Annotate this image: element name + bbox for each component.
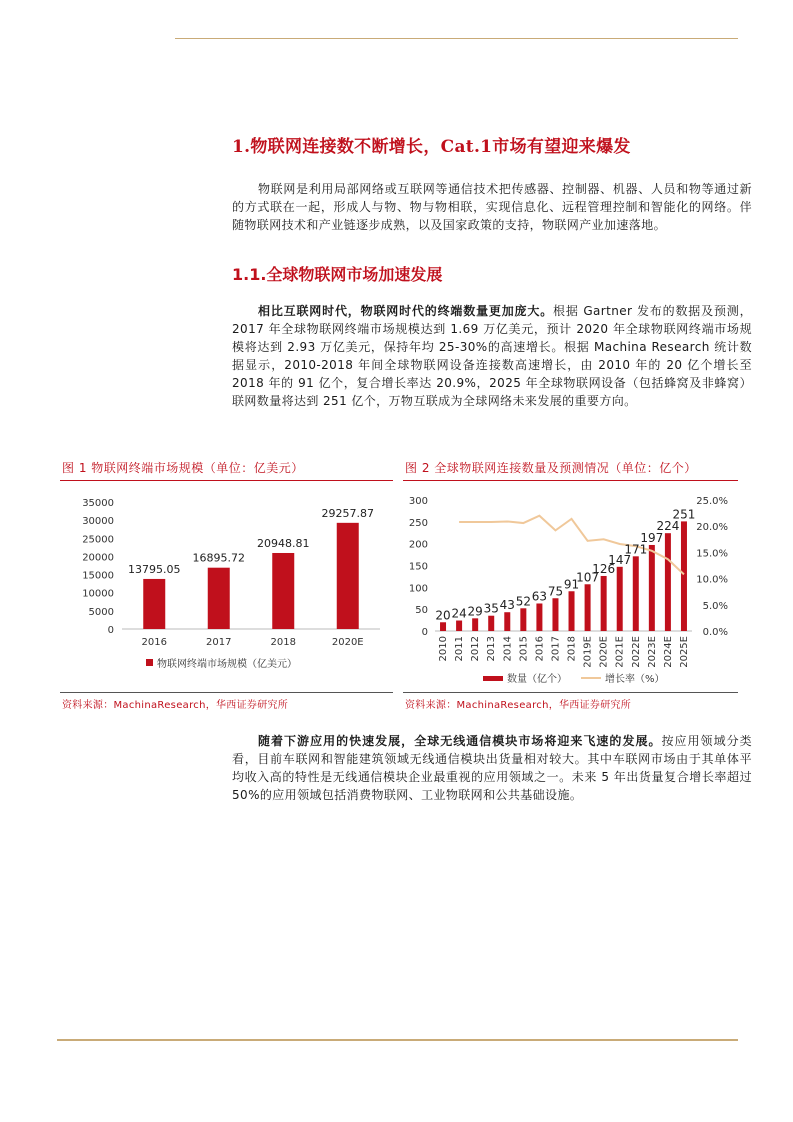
legend-label-line: 增长率（%） (605, 674, 665, 685)
x-tick-label: 2015 (518, 636, 530, 662)
x-tick-label: 2017 (550, 636, 562, 662)
data-label: 43 (499, 598, 515, 613)
y-tick-label: 10000 (82, 588, 114, 600)
figure2-source: 资料来源：MachinaResearch，华西证券研究所 (405, 700, 632, 711)
y-left-tick-label: 250 (408, 517, 428, 529)
y-right-tick-label: 25.0% (696, 496, 728, 507)
bar (649, 545, 655, 631)
bar (440, 622, 446, 631)
x-tick-label: 2016 (141, 637, 167, 648)
module-paragraph (232, 732, 752, 804)
legend-label: 物联网终端市场规模（亿美元） (157, 659, 297, 670)
x-tick-label: 2011 (454, 636, 466, 662)
data-label: 29257.87 (321, 506, 374, 520)
bar (601, 576, 607, 631)
bar (520, 608, 526, 631)
data-label: 107 (576, 570, 600, 585)
figure2-title: 图 2 全球物联网连接数量及预测情况（单位：亿个） (405, 461, 697, 475)
x-tick-label: 2019E (582, 636, 594, 668)
bar (552, 598, 558, 631)
bar (633, 556, 639, 631)
x-tick-label: 2017 (206, 637, 232, 648)
y-tick-label: 20000 (82, 552, 114, 564)
x-tick-label: 2012 (470, 636, 482, 662)
data-label: 35 (483, 601, 499, 616)
data-label: 224 (656, 519, 680, 534)
legend-swatch-bars (483, 676, 503, 681)
y-left-tick-label: 50 (415, 605, 428, 617)
module-lead: 随着下游应用的快速发展，全球无线通信模块市场将迎来飞速的发展。 (258, 734, 662, 748)
figure1-title-rule (60, 480, 393, 481)
y-left-tick-label: 0 (421, 627, 428, 638)
data-label: 20948.81 (257, 536, 310, 550)
data-label: 63 (531, 589, 548, 604)
y-right-tick-label: 5.0% (702, 600, 728, 612)
x-tick-label: 2022E (630, 636, 642, 668)
x-tick-label: 2010 (438, 636, 450, 662)
header-rule (175, 38, 738, 39)
data-label: 126 (592, 561, 616, 576)
figure2-title-rule (403, 480, 738, 481)
y-right-tick-label: 0.0% (702, 627, 728, 638)
x-tick-label: 2018 (270, 637, 296, 648)
x-tick-label: 2024E (662, 636, 674, 668)
x-tick-label: 2025E (678, 636, 690, 668)
x-tick-label: 2013 (486, 636, 498, 662)
y-left-tick-label: 150 (408, 561, 428, 573)
x-tick-label: 2023E (646, 636, 658, 668)
bar (472, 618, 478, 631)
market-lead: 相比互联网时代，物联网时代的终端数量更加庞大。 (258, 304, 554, 318)
figure1-title: 图 1 物联网终端市场规模（单位：亿美元） (62, 461, 304, 475)
data-label: 24 (451, 606, 467, 621)
data-label: 52 (515, 594, 531, 609)
intro-paragraph: 物联网是利用局部网络或互联网等通信技术把传感器、控制器、机器、人员和物等通过新的方式联在一起，形成人与物、物与物相联，实现信息化、远程管理控制和智能化的网络。伴随物联网技术和产业链逐步成熟，以及国家政策的支持，物联网产业加速落地。 (232, 182, 752, 232)
y-tick-label: 5000 (88, 606, 114, 618)
data-label: 251 (672, 507, 696, 522)
data-label: 20 (435, 608, 451, 623)
bar (681, 521, 687, 631)
terminal-market-chart (60, 484, 393, 690)
y-tick-label: 15000 (82, 570, 114, 582)
bar (337, 523, 359, 629)
figure1-source: 资料来源：MachinaResearch，华西证券研究所 (62, 700, 289, 711)
y-left-tick-label: 100 (408, 583, 428, 595)
x-tick-label: 2018 (566, 636, 578, 662)
connections-chart (403, 484, 738, 690)
y-right-tick-label: 15.0% (696, 548, 728, 560)
y-left-tick-label: 300 (408, 496, 428, 507)
data-label: 75 (547, 584, 564, 599)
y-tick-label: 25000 (82, 534, 114, 546)
legend-label-bars: 数量（亿个） (507, 674, 567, 685)
x-tick-label: 2020E (598, 636, 610, 668)
footer-rule (57, 1039, 738, 1041)
data-label: 13795.05 (128, 562, 181, 576)
y-tick-label: 30000 (82, 516, 114, 528)
data-label: 16895.72 (192, 551, 245, 565)
bar (585, 584, 591, 631)
y-right-tick-label: 20.0% (696, 522, 728, 534)
data-label: 171 (624, 542, 648, 557)
figure2-source-rule (403, 692, 738, 693)
x-tick-label: 2021E (614, 636, 626, 668)
data-label: 29 (467, 604, 483, 619)
bar (569, 591, 575, 631)
market-paragraph (232, 302, 752, 410)
bar (143, 579, 165, 629)
data-label: 91 (563, 577, 580, 592)
data-label: 197 (640, 530, 664, 545)
bar (665, 533, 671, 631)
y-left-tick-label: 200 (408, 539, 428, 551)
section-title: 1.物联网连接数不断增长，Cat.1市场有望迎来爆发 (232, 137, 631, 157)
figure1-source-rule (60, 692, 393, 693)
bar (272, 553, 294, 629)
module-body: 按应用领域分类看，目前车联网和智能建筑领域无线通信模块出货量相对较大。其中车联网市场由于其单体平均收入高的特性是无线通信模块企业最重视的应用领域之一。未来 5 年出货量复合增长率超过 50%的应用领域包括消费物联网、工业物联网和公共基础设施。 (232, 734, 752, 802)
bar (504, 612, 510, 631)
legend-swatch (146, 659, 153, 666)
bar (456, 621, 462, 631)
x-tick-label: 2016 (534, 636, 546, 662)
data-label: 147 (608, 552, 632, 567)
bar (488, 616, 494, 631)
subsection-title: 1.1.全球物联网市场加速发展 (232, 265, 443, 284)
x-tick-label: 2014 (502, 636, 514, 662)
bar (617, 567, 623, 631)
y-right-tick-label: 10.0% (696, 574, 728, 586)
y-tick-label: 35000 (82, 498, 114, 509)
y-tick-label: 0 (107, 625, 114, 636)
bar (536, 603, 542, 631)
x-tick-label: 2020E (331, 637, 364, 648)
bar (208, 568, 230, 629)
market-body: 根据 Gartner 发布的数据及预测，2017 年全球物联网终端市场规模达到 1.69 万亿美元，预计 2020 年全球物联网终端市场规模将达到 2.93 万亿美元，保持年均 25-30%的高速增长。根据 Machina Research 统计数据显示，2010-2018 年间全球物联网设备连接数高速增长，由 2010 年的 20 亿个增长至 2018 年的 91 亿个，复合增长率达 20.9%，2025 年全球物联网设备（包括蜂窝及非蜂窝）联网数量将达到 251 亿个，万物互联成为全球网络未来发展的重要方向。 (232, 304, 753, 408)
